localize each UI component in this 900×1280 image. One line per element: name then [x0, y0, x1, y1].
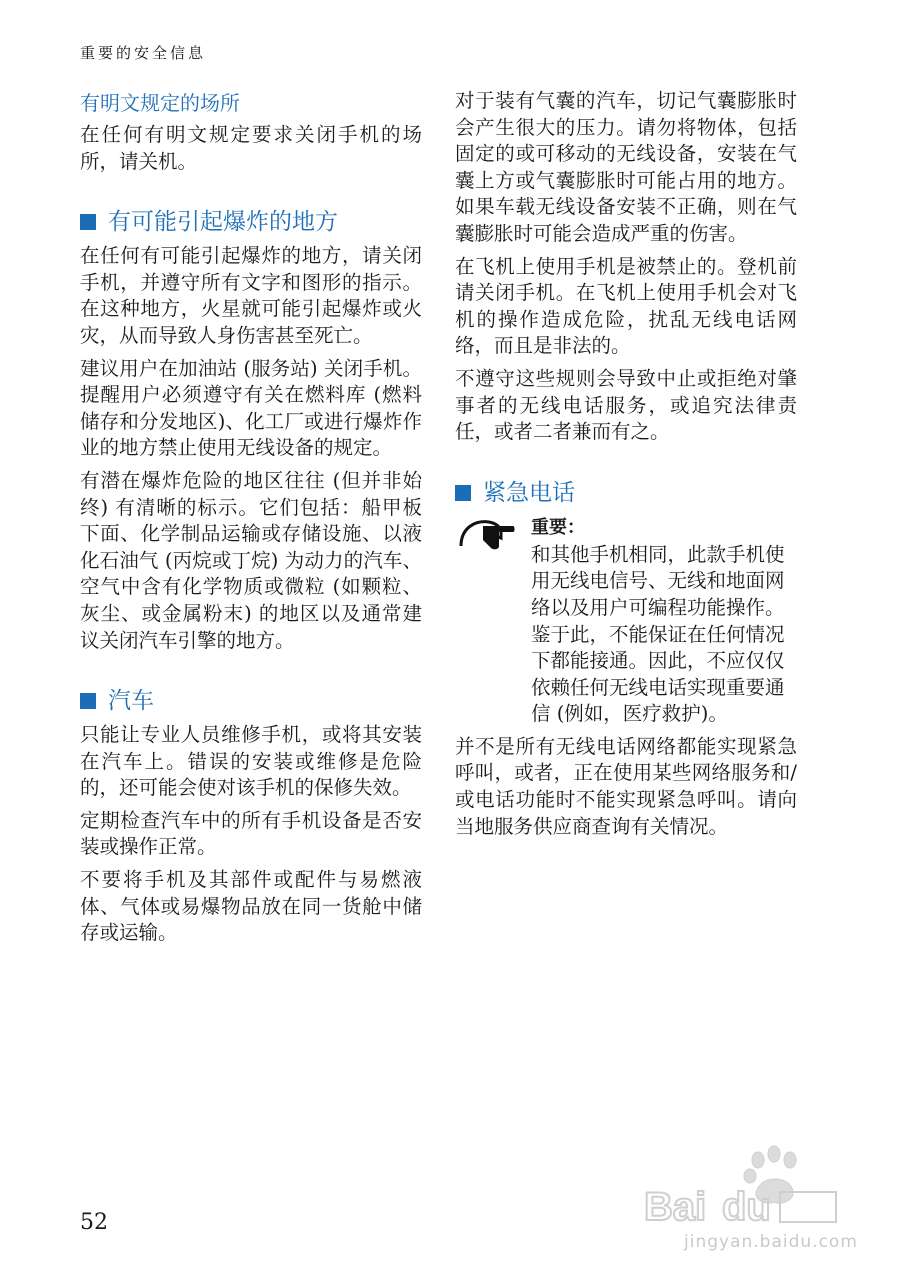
section-heading-text: 紧急电话 [483, 479, 575, 506]
page-number: 52 [80, 1210, 108, 1235]
running-header: 重要的安全信息 [80, 44, 207, 62]
square-bullet-icon [80, 214, 96, 230]
notice-text: 和其他手机相同，此款手机使用无线电信号、无线和地面网络以及用户可编程功能操作。鉴于此，不能保证在任何情况下都能接通。因此，不应仅仅依赖任何无线电话实现重要通信 (例如，医疗救护)。 [531, 542, 785, 726]
pointing-hand-icon [459, 516, 515, 554]
important-notice [455, 514, 797, 728]
paragraph: 建议用户在加油站 (服务站) 关闭手机。提醒用户必须遵守有关在燃料库 (燃料储存和分发地区)、化工厂或进行爆炸作业的地方禁止使用无线设备的规定。 [80, 356, 422, 460]
section-heading-explosive-areas [80, 205, 422, 239]
paragraph: 不要将手机及其部件或配件与易燃液体、气体或易爆物品放在同一货舱中储存或运输。 [80, 868, 422, 945]
paragraph: 在任何有可能引起爆炸的地方，请关闭手机，并遵守所有文字和图形的指示。在这种地方，火星就可能引起爆炸或火灾，从而导致人身伤害甚至死亡。 [80, 244, 422, 347]
watermark-url: jingyan.baidu.com [684, 1232, 858, 1252]
square-bullet-icon [455, 485, 471, 501]
notice-label: 重要： [531, 516, 585, 538]
section-heading-vehicles [80, 684, 422, 718]
watermark [640, 1140, 858, 1260]
paragraph: 只能让专业人员维修手机，或将其安装在汽车上。错误的安装或维修是危险的，还可能会使对该手机的保修失效。 [80, 723, 422, 800]
baidu-jingyan-logo [640, 1140, 840, 1230]
paragraph: 有潜在爆炸危险的地区往往 (但并非始终) 有清晰的标示。它们包括：船甲板下面、化学制品运输或存储设施、以液化石油气 (丙烷或丁烷) 为动力的汽车、空气中含有化学物质或微粒 (如颗粒、灰尘、或金属粉末) 的地区以及通常建议关闭汽车引擎的地方。 [80, 468, 422, 652]
right-column [455, 88, 797, 846]
paragraph: 在飞机上使用手机是被禁止的。登机前请关闭手机。在飞机上使用手机会对飞机的操作造成危险，扰乱无线电话网络，而且是非法的。 [455, 254, 797, 358]
left-column [80, 88, 422, 953]
square-bullet-icon [80, 693, 96, 709]
svg-text:Bai: Bai [644, 1185, 707, 1229]
paragraph: 并不是所有无线电话网络都能实现紧急呼叫，或者，正在使用某些网络服务和/或电话功能时不能实现紧急呼叫。请向当地服务供应商查询有关情况。 [455, 734, 797, 838]
section-title-designated-areas: 有明文规定的场所 [80, 91, 240, 115]
paragraph: 不遵守这些规则会导致中止或拒绝对肇事者的无线电话服务，或追究法律责任，或者二者兼而有之。 [455, 366, 797, 444]
section-heading-text: 有可能引起爆炸的地方 [108, 209, 338, 236]
paragraph: 定期检查汽车中的所有手机设备是否安装或操作正常。 [80, 808, 422, 859]
section-heading-text: 汽车 [108, 688, 154, 715]
paragraph: 在任何有明文规定要求关闭手机的场所，请关机。 [80, 123, 422, 173]
svg-text:du: du [722, 1185, 771, 1229]
section-heading-emergency-calls [455, 476, 797, 510]
paragraph: 对于装有气囊的汽车，切记气囊膨胀时会产生很大的压力。请勿将物体，包括固定的或可移动的无线设备，安装在气囊上方或气囊膨胀时可能占用的地方。如果车载无线设备安装不正确，则在气囊膨胀时可能会造成严重的伤害。 [455, 89, 797, 245]
